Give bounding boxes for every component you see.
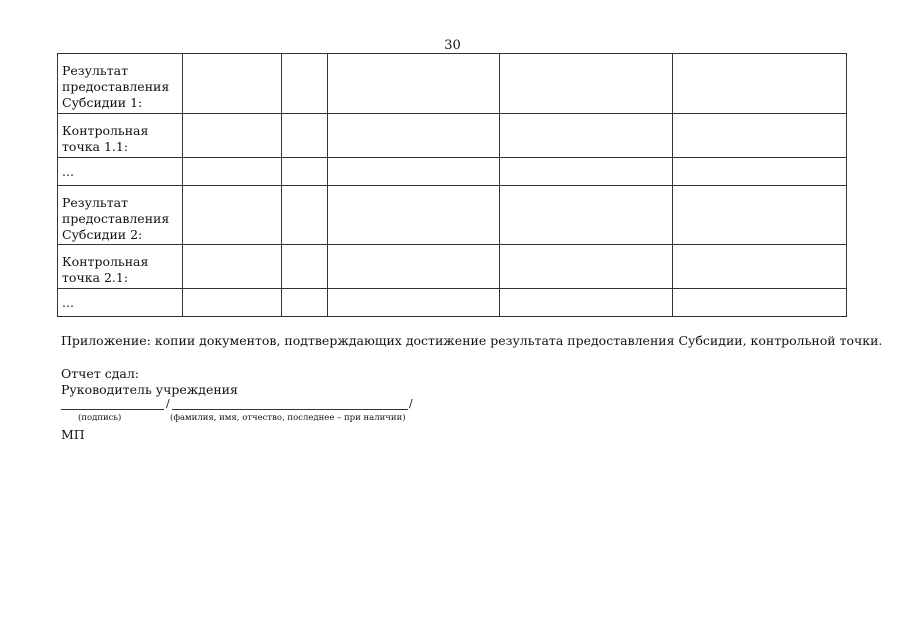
table-cell — [183, 245, 282, 289]
row-label: Контрольная точка 1.1: — [58, 114, 183, 158]
row-label: ... — [58, 289, 183, 317]
row-label: ... — [58, 158, 183, 186]
head-title: Руководитель учреждения — [61, 382, 238, 397]
table-cell — [500, 186, 673, 245]
table-cell — [328, 54, 500, 114]
signature-caption: (подпись) — [78, 413, 122, 423]
table-row — [58, 114, 847, 158]
attachment-note: Приложение: копии документов, подтверждающих достижение результата предоставления Субсидии, контрольной точки. — [61, 333, 883, 348]
slash-separator: / — [409, 397, 413, 410]
table-cell — [282, 158, 328, 186]
table-cell — [673, 245, 847, 289]
table-row — [58, 186, 847, 245]
table-cell — [183, 289, 282, 317]
page-number: 30 — [444, 38, 461, 53]
table-cell — [282, 54, 328, 114]
signature-line — [61, 409, 164, 410]
table-cell — [500, 289, 673, 317]
table-cell — [183, 114, 282, 158]
table-cell — [500, 114, 673, 158]
row-label: Результат предоставления Субсидии 1: — [58, 54, 183, 114]
table-cell — [328, 245, 500, 289]
table-cell — [183, 54, 282, 114]
table-cell — [328, 114, 500, 158]
table-cell — [328, 289, 500, 317]
slash-separator: / — [166, 397, 170, 410]
table-row — [58, 54, 847, 114]
table-cell — [500, 245, 673, 289]
table-cell — [673, 54, 847, 114]
submitted-label: Отчет сдал: — [61, 366, 140, 381]
table-cell — [673, 114, 847, 158]
table-cell — [673, 289, 847, 317]
table-cell — [183, 158, 282, 186]
table-cell — [673, 186, 847, 245]
table-cell — [328, 186, 500, 245]
table-cell — [282, 186, 328, 245]
table-row — [58, 158, 847, 186]
row-label: Результат предоставления Субсидии 2: — [58, 186, 183, 245]
full-name-line — [172, 409, 408, 410]
table-cell — [500, 158, 673, 186]
stamp-placeholder: МП — [61, 427, 85, 442]
report-table — [57, 53, 847, 317]
table-cell — [282, 114, 328, 158]
table-cell — [500, 54, 673, 114]
table-cell — [282, 245, 328, 289]
table-cell — [328, 158, 500, 186]
table-cell — [673, 158, 847, 186]
full-name-caption: (фамилия, имя, отчество, последнее – при наличии) — [170, 413, 406, 423]
table-cell — [183, 186, 282, 245]
table-cell — [282, 289, 328, 317]
row-label: Контрольная точка 2.1: — [58, 245, 183, 289]
table-row — [58, 245, 847, 289]
table-row — [58, 289, 847, 317]
